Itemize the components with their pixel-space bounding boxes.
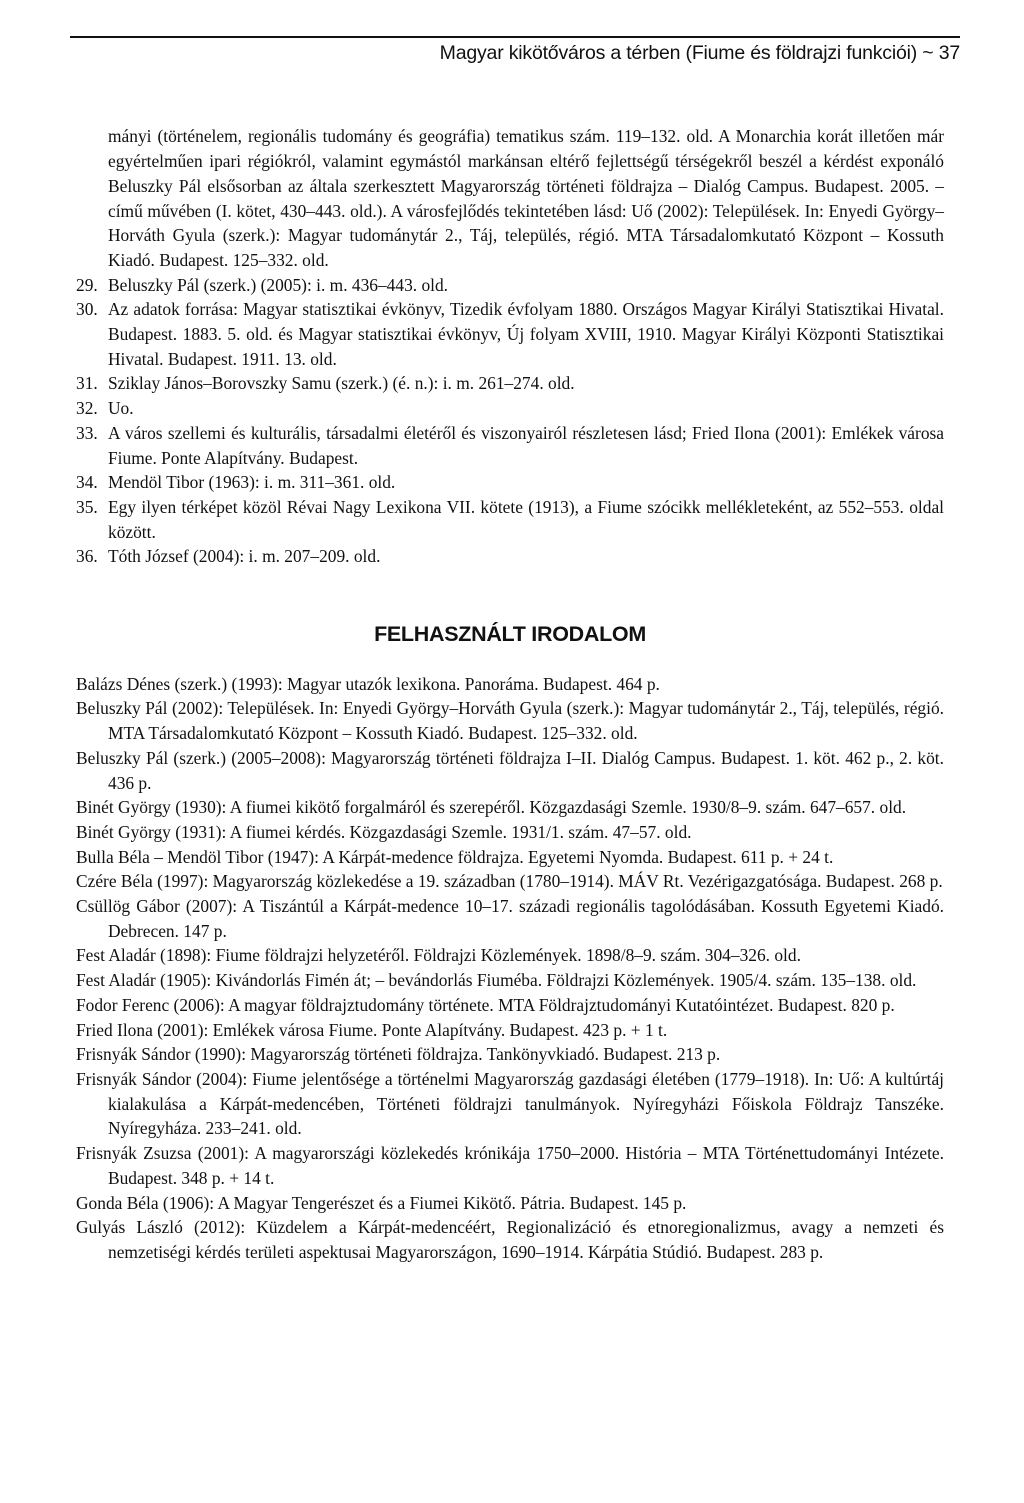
bibliography-entry: Frisnyák Sándor (1990): Magyarország történeti földrajza. Tankönyvkiadó. Budapest. 213 p. [76,1044,721,1065]
header-separator: ~ [922,42,934,64]
endnote [76,371,944,396]
bibliography-entry: Beluszky Pál (2002): Települések. In: Enyedi György–Horváth Gyula (szerk.): Magyar tudománytár 2., Táj, település, régió. MTA Társadalomkutató Központ – Kossuth Kiadó. Budapest. 125–332. old. [76,698,944,744]
bibliography-entry: Beluszky Pál (szerk.) (2005–2008): Magyarország történeti földrajza I–II. Dialóg Campus. Budapest. 1. köt. 462 p., 2. köt. 436 p. [76,747,944,793]
bibliography-entry: Csüllög Gábor (2007): A Tiszántúl a Kárpát-medence 10–17. századi regionális tagolódásában. Kossuth Egyetemi Kiadó. Debrecen. 147 p. [76,896,944,941]
bibliography-entry: Binét György (1930): A fiumei kikötő forgalmáról és szerepéről. Közgazdasági Szemle. 1930/8–9. szám. 647–657. old. [76,797,907,818]
bibliography-entry: Balázs Dénes (szerk.) (1993): Magyar utazók lexikona. Panoráma. Budapest. 464 p. [76,673,660,694]
endnote-text: Beluszky Pál (szerk.) (2005): i. m. 436–443. old. [108,274,449,295]
endnote-text: Sziklay János–Borovszky Samu (szerk.) (é. n.): i. m. 261–274. old. [108,373,575,394]
bibliography-entry: Binét György (1931): A fiumei kérdés. Közgazdasági Szemle. 1931/1. szám. 47–57. old. [76,821,692,842]
endnote-text: Tóth József (2004): i. m. 207–209. old. [108,546,381,567]
endnote-text: Egy ilyen térképet közöl Révai Nagy Lexikona VII. kötete (1913), a Fiume szócikk mellékleteként, az 552–553. oldal között. [108,496,944,542]
page-number: 37 [938,42,960,64]
endnote-continuation: mányi (történelem, regionális tudomány és geográfia) tematikus szám. 119–132. old. A Monarchia korát illetően már egyértelműen ipari régiókról, valamint egymástól markánsan eltérő fejlettségű térségekről beszél a kérdést exponáló Beluszky Pál elsősorban az általa szerkesztett Magyarország történeti földrajza – Dialóg Campus. Budapest. 2005. – című művében (I. kötet, 430–443. old.). A városfejlődés tekintetében lásd: Uő (2002): Települések. In: Enyedi György–Horváth Gyula (szerk.): Magyar tudománytár 2., Táj, település, régió. MTA Társadalomkutató Központ – Kossuth Kiadó. Budapest. 125–332. old. [108,126,944,270]
endnote-number: 32. [76,398,98,419]
endnote [76,396,944,421]
endnote-text: Mendöl Tibor (1963): i. m. 311–361. old. [108,472,396,493]
endnote-number: 30. [76,299,98,320]
endnote [76,297,944,371]
bibliography-entry: Gulyás László (2012): Küzdelem a Kárpát-medencéért, Regionalizáció és etnoregionalizmus, avagy a nemzeti és nemzetiségi kérdés területi aspektusai Magyarországon, 1690–1914. Kárpátia Stúdió. Budapest. 283 p. [76,1217,944,1262]
bibliography-entry: Bulla Béla – Mendöl Tibor (1947): A Kárpát-medence földrajza. Egyetemi Nyomda. Budapest. 611 p. + 24 t. [76,846,834,867]
endnote [76,544,944,569]
bibliography-entry: Fodor Ferenc (2006): A magyar földrajztudomány története. MTA Földrajztudományi Kutatóintézet. Budapest. 820 p. [76,994,895,1015]
bibliography-entry: Gonda Béla (1906): A Magyar Tengerészet és a Fiumei Kikötő. Pátria. Budapest. 145 p. [76,1192,687,1213]
endnote-text: A város szellemi és kulturális, társadalmi életéről és viszonyairól részletesen lásd; Fried Ilona (2001): Emlékek városa Fiume. Ponte Alapítvány. Budapest. [108,422,944,468]
endnote [76,273,944,298]
endnote [76,470,944,495]
endnote-number: 33. [76,422,98,443]
endnote-list [76,273,944,569]
endnote-number: 36. [76,546,98,567]
endnote-number: 34. [76,472,98,493]
running-header [70,36,960,65]
endnote-number: 29. [76,274,98,295]
bibliography-entry: Fried Ilona (2001): Emlékek városa Fiume. Ponte Alapítvány. Budapest. 423 p. + 1 t. [76,1019,668,1040]
endnote-text: Uo. [108,398,134,419]
bibliography-entry: Czére Béla (1997): Magyarország közlekedése a 19. században (1780–1914). MÁV Rt. Vezérigazgatósága. Budapest. 268 p. [76,871,943,892]
endnote [76,421,944,470]
section-title: FELHASZNÁLT IRODALOM [374,622,646,647]
endnote-text: Az adatok forrása: Magyar statisztikai évkönyv, Tizedik évfolyam 1880. Országos Magyar Királyi Statisztikai Hivatal. Budapest. 1883. 5. old. és Magyar statisztikai évkönyv, Új folyam XVIII, 1910. Magyar Királyi Központi Statisztikai Hivatal. Budapest. 1911. 13. old. [108,299,944,369]
endnote-number: 31. [76,373,98,394]
bibliography-entry: Fest Aladár (1898): Fiume földrajzi helyzetéről. Földrajzi Közlemények. 1898/8–9. szám. 304–326. old. [76,945,801,966]
endnote [76,495,944,544]
page-body [76,107,944,1265]
bibliography-entry: Frisnyák Zsuzsa (2001): A magyarországi közlekedés krónikája 1750–2000. História – MTA Történettudományi Intézete. Budapest. 348 p. + 14 t. [76,1143,944,1188]
bibliography-entry: Frisnyák Sándor (2004): Fiume jelentősége a történelmi Magyarország gazdasági életében (1779–1918). In: Uő: A kultúrtáj kialakulása a Kárpát-medencében, Történeti földrajzi tanulmányok. Nyíregyházi Főiskola Földrajz Tanszéke. Nyíregyháza. 233–241. old. [76,1069,944,1139]
endnote-number: 35. [76,496,98,517]
bibliography-entry: Fest Aladár (1905): Kivándorlás Fimén át; – bevándorlás Fiuméba. Földrajzi Közlemények. 1905/4. szám. 135–138. old. [76,970,917,991]
bibliography-list [76,672,944,1265]
running-title: Magyar kikötőváros a térben (Fiume és földrajzi funkciói) [439,42,918,64]
